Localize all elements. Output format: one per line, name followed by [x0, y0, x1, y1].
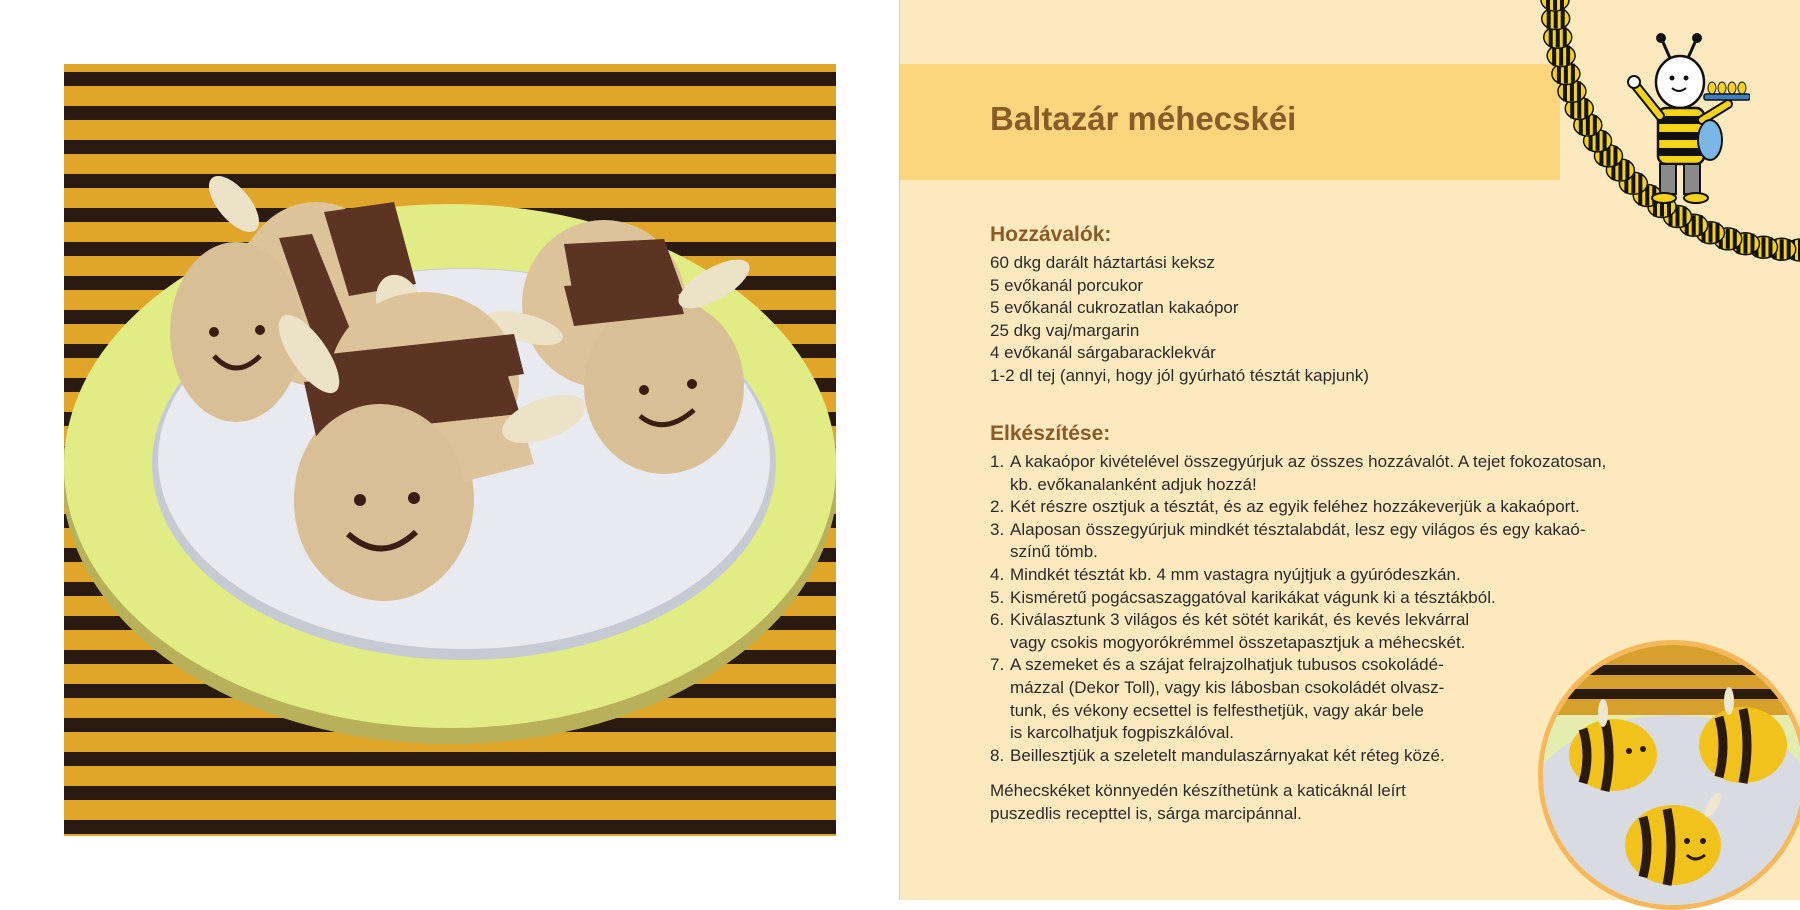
step-text-line: is karcolhatjuk fogpiszkálóval. [1010, 723, 1234, 743]
bee-boy-illustration [1620, 30, 1750, 210]
ingredient-item: 1-2 dl tej (annyi, hogy jól gyúrható tésztát kapjunk) [990, 365, 1369, 385]
step-number: 4. [990, 564, 1005, 584]
cloth-stripe [64, 820, 836, 834]
step-text-line: Beillesztjük a szeletelt mandulaszárnyakat két réteg közé. [1010, 745, 1445, 765]
step-number: 2. [990, 497, 1005, 517]
step-item [990, 564, 1710, 587]
cloth-stripe [64, 106, 836, 120]
ingredients-heading: Hozzávalók: [990, 223, 1112, 246]
step-item [990, 519, 1710, 564]
step-number: 3. [990, 519, 1005, 539]
method-heading: Elkészítése: [990, 422, 1111, 445]
footer-note [990, 780, 1490, 825]
cloth-stripe [64, 140, 836, 154]
step-item [990, 587, 1710, 610]
step-text-line: kb. evőkanalanként adjuk hozzá! [1010, 474, 1257, 494]
step-text-line: tunk, és vékony ecsettel is felfesthetjük, vagy akár bele [1010, 700, 1424, 720]
ingredient-item: 4 evőkanál sárgabaracklekvár [990, 343, 1216, 363]
ingredient-item: 5 evőkanál porcukor [990, 275, 1144, 295]
step-item [990, 609, 1710, 654]
step-text-line: színű tömb. [1010, 542, 1098, 562]
step-text-line: mázzal (Dekor Toll), vagy kis lábosban csokoládét olvasz- [1010, 677, 1445, 697]
step-text-line: Alaposan összegyúrjuk mindkét tésztalabdát, lesz egy világos és egy kakaó- [1010, 519, 1586, 539]
cloth-stripe [64, 72, 836, 86]
step-text-line: A szemeket és a szájat felrajzolhatjuk tubusos csokoládé- [1010, 655, 1444, 675]
bee-cookies-photo [64, 64, 836, 836]
cloth-stripe [64, 752, 836, 766]
recipe-title: Baltazár méhecskéi [990, 100, 1297, 137]
step-number: 8. [990, 745, 1005, 765]
ingredient-item: 60 dkg darált háztartási keksz [990, 253, 1215, 272]
left-page [0, 0, 900, 900]
step-text-line: vagy csokis mogyorókrémmel összetapasztjuk a méhecskét. [1010, 632, 1466, 652]
step-text-line: Mindkét tésztát kb. 4 mm vastagra nyújtjuk a gyúródeszkán. [1010, 564, 1461, 584]
step-number: 7. [990, 655, 1005, 675]
step-item [990, 451, 1710, 496]
ingredients-list [990, 252, 1369, 388]
footer-line: puszedlis recepttel is, sárga marcipánnal. [990, 803, 1302, 823]
footer-line: Méhecskéket könnyedén készíthetünk a katicáknál leírt [990, 781, 1406, 800]
ingredient-item: 5 evőkanál cukrozatlan kakaópor [990, 298, 1239, 318]
step-text-line: Kiválasztunk 3 világos és két sötét karikát, és kevés lekvárral [1010, 610, 1470, 630]
step-number: 1. [990, 452, 1005, 471]
step-number: 5. [990, 587, 1005, 607]
step-text-line: Kisméretű pogácsaszaggatóval karikákat vágunk ki a tésztákból. [1010, 587, 1496, 607]
step-text-line: Két részre osztjuk a tésztát, és az egyik feléhez hozzákeverjük a kakaóport. [1010, 497, 1580, 517]
marzipan-bees-photo [1538, 640, 1800, 910]
ingredient-item: 25 dkg vaj/margarin [990, 320, 1140, 340]
cloth-stripe [64, 786, 836, 800]
step-item [990, 496, 1710, 519]
step-number: 6. [990, 610, 1005, 630]
cloth-stripe [64, 174, 836, 188]
step-text-line: A kakaópor kivételével összegyúrjuk az összes hozzávalót. A tejet fokozatosan, [1010, 452, 1607, 471]
